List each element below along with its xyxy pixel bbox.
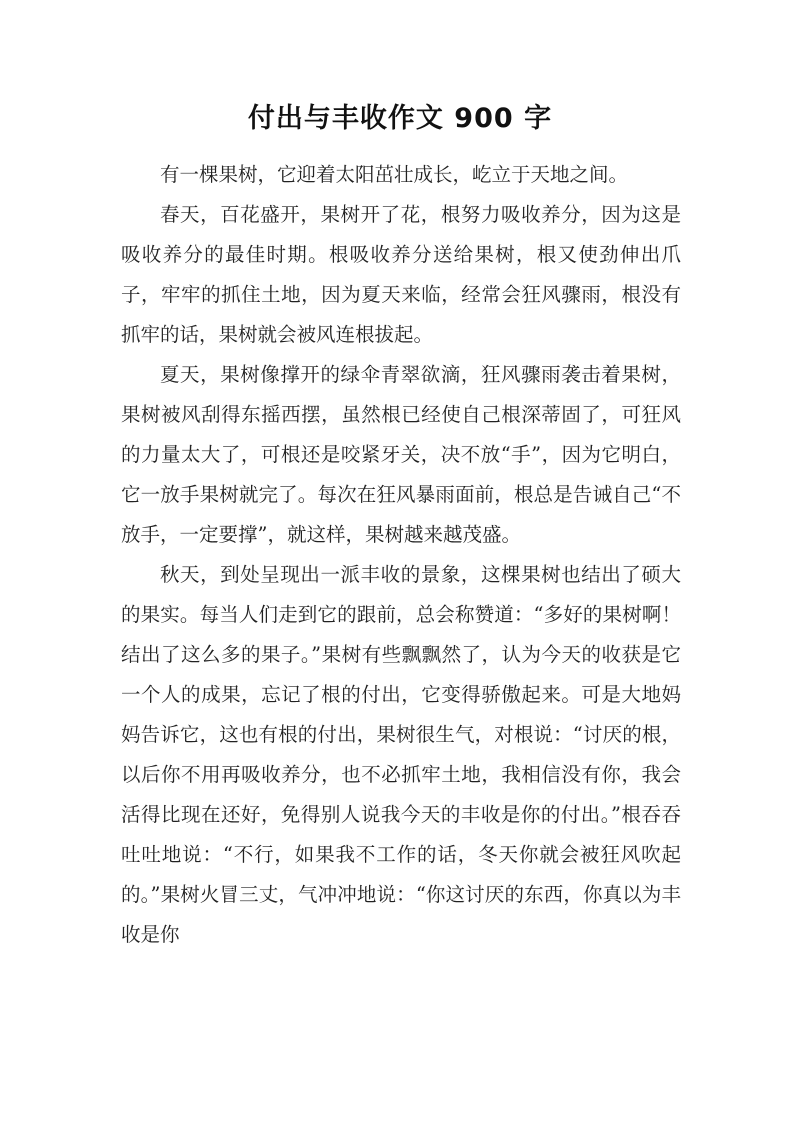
document-title: 付出与丰收作文 900 字: [247, 103, 553, 134]
paragraph-1: 有一棵果树，它迎着太阳茁壮成长，屹立于天地之间。: [160, 163, 629, 186]
paragraph-4: 秋天，到处呈现出一派丰收的景象，这棵果树也结出了硕大的果实。每当人们走到它的跟前，总会称赞道：“多好的果树啊！结出了这么多的果子。”果树有些飘飘然了，认为今天的收获是它一个人的成果，忘记了根的付出，它变得骄傲起来。可是大地妈妈告诉它，这也有根的付出，果树很生气，对根说：“讨厌的根，以后你不用再吸收养分，也不必抓牢土地，我相信没有你，我会活得比现在还好，免得别人说我今天的丰收是你的付出。”根吞吞吐吐地说：“不行，如果我不工作的话，冬天你就会被狂风吹起的。”果树火冒三丈，气冲冲地说：“你这讨厌的东西，你真以为丰收是你: [121, 563, 681, 946]
paragraph-2: 春天，百花盛开，果树开了花，根努力吸收养分，因为这是吸收养分的最佳时期。根吸收养分送给果树，根又使劲伸出爪子，牢牢的抓住土地，因为夏天来临，经常会狂风骤雨，根没有抓牢的话，果树就会被风连根拔起。: [121, 203, 681, 346]
paragraph-3: 夏天，果树像撑开的绿伞青翠欲滴，狂风骤雨袭击着果树，果树被风刮得东摇西摆，虽然根已经使自己根深蒂固了，可狂风的力量太大了，可根还是咬紧牙关，决不放“手”，因为它明白，它一放手果树就完了。每次在狂风暴雨面前，根总是告诫自己“不放手，一定要撑”，就这样，果树越来越茂盛。: [121, 363, 681, 546]
document-body: [121, 155, 681, 955]
